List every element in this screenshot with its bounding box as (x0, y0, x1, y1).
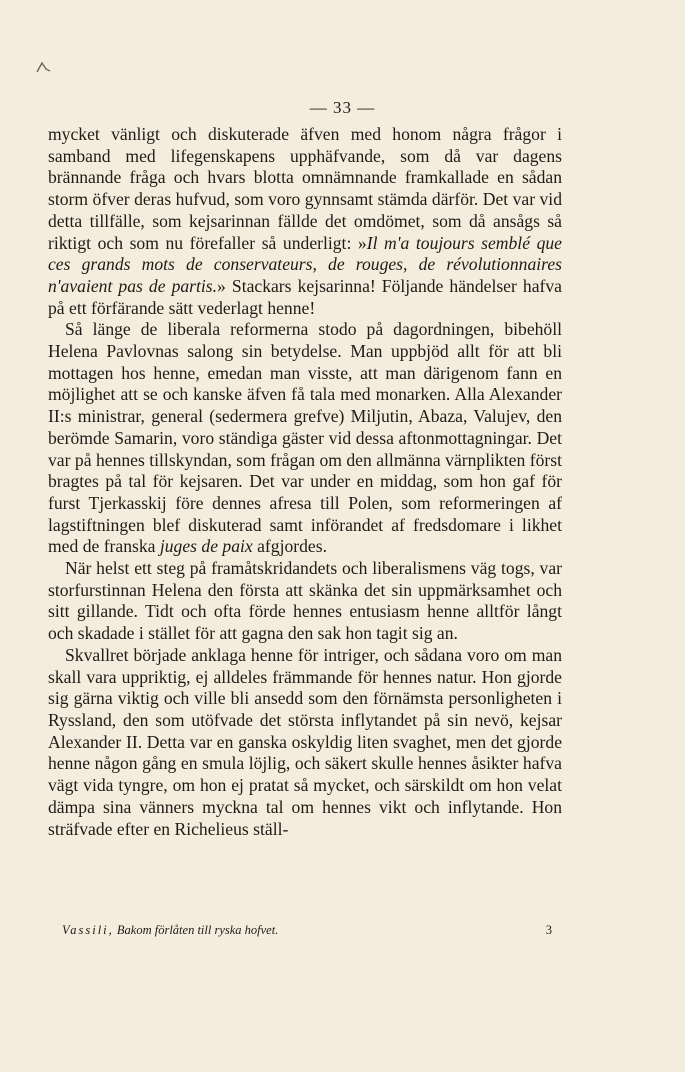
text-segment: mycket vänligt och diskuterade äfven med honom några frågor i samband med lifegenskapens upphäfvande, som då var dagens brännande fråga och hvars blotta omnämnande framkallade en sådan storm öfver deras hufvud, som voro gynnsamt stämda därför. Det var vid detta tillfälle, som kejsarinnan fällde det omdömet, som då ansågs så riktigt och som nu förefaller så underligt: » (48, 124, 562, 253)
text-segment: När helst ett steg på framåtskridandets och liberalismens väg togs, var storfurstinnan Helena den första att skänka det sin uppmärksamhet och sitt gillande. Tidt och ofta förde hennes entusiasm henne alltför långt och skadade i stället för att gagna den sak hon tagit sig an. (48, 558, 562, 644)
paragraph (48, 558, 562, 645)
page-number: — 33 — (309, 98, 376, 117)
footer-line (62, 923, 552, 938)
paragraph (48, 319, 562, 558)
signature-mark: 3 (545, 923, 552, 937)
text-segment: Så länge de liberala reformerna stodo på dagordningen, bibehöll Helena Pavlovnas salong sin betydelse. Man uppbjöd allt för att bli mottagen hos henne, emedan man visste, att man därigenom fann en möjlighet att se och kanske äfven få tala med monarken. Alla Alexander II:s ministrar, general (sedermera grefve) Miljutin, Abaza, Valujev, den berömde Samarin, voro ständiga gäster vid dessa aftonmottagningar. Det var på hennes tillskyndan, som frågan om den allmänna värnplikten först bragtes på tal för kejsaren. Det var under en middag, som hon gaf för furst Tjerkasskij före dennes afresa till Polen, som reformeringen af lagstiftningen blef diskuterad samt införandet af fredsdomare i likhet med de franska (48, 319, 562, 557)
italic-text: juges de paix (159, 536, 253, 557)
text-segment: » Stackars kejsarinna! Följande händelser hafva på ett förfärande sätt vederlagt henne! (48, 275, 562, 318)
paragraph (48, 124, 562, 319)
footer-title: Bakom förlåten till ryska hofvet. (113, 923, 279, 937)
text-segment: afgjordes. (252, 536, 327, 557)
body-text (48, 124, 562, 840)
paragraph (48, 645, 562, 840)
corner-mark-icon (34, 58, 54, 78)
italic-text: Il m'a toujours semblé que ces grands mots de conservateurs, de rouges, de révolutionnaires n'avaient pas de partis. (48, 232, 562, 296)
footer-author: Vassili, (62, 923, 114, 937)
text-segment: Skvallret började anklaga henne för intriger, och sådana voro om man skall vara uppriktig, ej alldeles främmande för hennes natur. Hon gjorde sig gärna viktig och ville bli ansedd som den förnämsta personligheten i Ryssland, den som utöfvade det största inflytandet på sin nevö, kejsar Alexander II. Detta var en ganska oskyldig liten svaghet, men det gjorde henne någon gång en smula löjlig, och säkert skulle hennes åsikter hafva vägt vida tyngre, om hon ej pratat så mycket, och särskildt om hon velat dämpa sina vänners myckna tal om hennes vikt och inflytande. Hon sträfvade efter en Richelieus ställ- (48, 644, 562, 839)
